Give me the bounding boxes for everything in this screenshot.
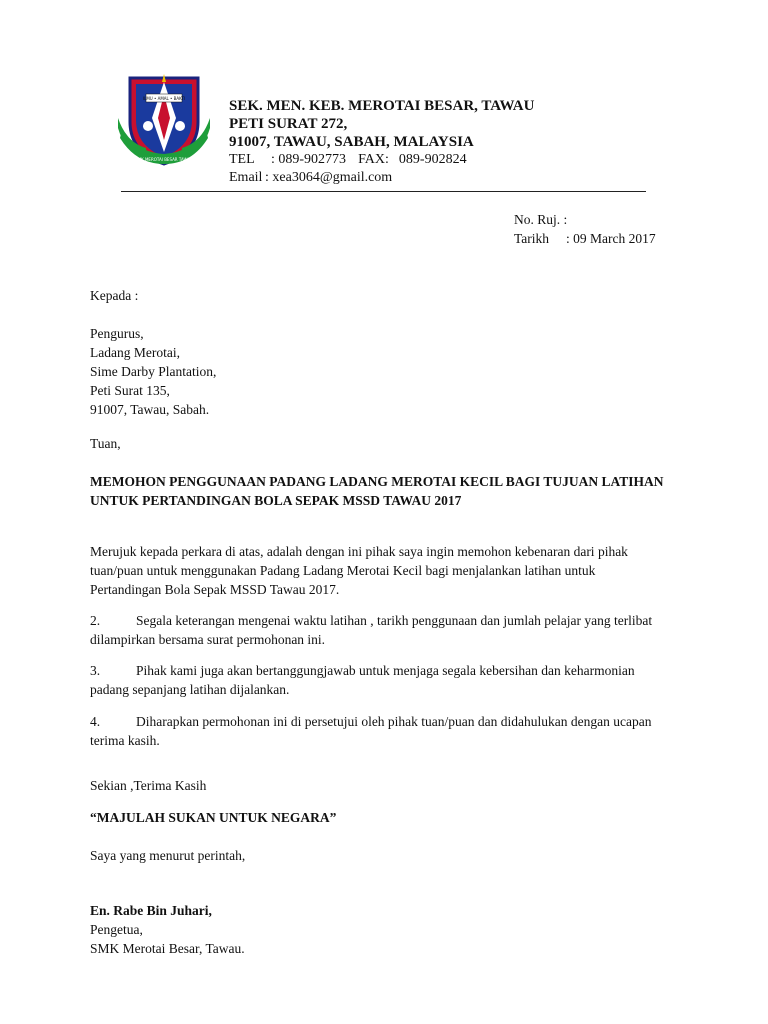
ref-no-label: No. Ruj. :: [514, 212, 568, 227]
subject-line: MEMOHON PENGGUNAAN PADANG LADANG MEROTAI KECIL BAGI TUJUAN LATIHAN: [90, 474, 664, 489]
tel-label: TEL: [229, 152, 255, 167]
contact-tel-fax: [229, 152, 467, 168]
closing-sekian: Sekian ,Terima Kasih: [90, 778, 207, 793]
school-address-1: PETI SURAT 272,: [229, 116, 348, 132]
signer-name: En. Rabe Bin Juhari,: [90, 903, 212, 918]
paragraph-text: Pihak kami juga akan bertanggungjawab untuk menjaga segala kebersihan dan keharmonian: [136, 663, 635, 678]
paragraph-text: Diharapkan permohonan ini di persetujui oleh pihak tuan/puan dan didahulukan dengan ucapan: [136, 714, 652, 729]
body-line: tuan/puan untuk menggunakan Padang Ladang Merotai Kecil bagi menjalankan latihan untuk: [90, 563, 596, 578]
school-name: SEK. MEN. KEB. MEROTAI BESAR, TAWAU: [229, 98, 535, 114]
email-value: : xea3064@gmail.com: [265, 170, 393, 185]
contact-email: [229, 170, 392, 186]
subject-line: UNTUK PERTANDINGAN BOLA SEPAK MSSD TAWAU 2017: [90, 493, 462, 508]
signer-org: SMK Merotai Besar, Tawau.: [90, 941, 245, 956]
logo-name-text: SMK MEROTAI BESAR TAWAU: [135, 157, 193, 162]
signer-title: Pengetua,: [90, 922, 143, 937]
salutation: Tuan,: [90, 436, 121, 451]
recipient-line: Pengurus,: [90, 326, 144, 341]
body-line: terima kasih.: [90, 733, 160, 748]
recipient-line: Sime Darby Plantation,: [90, 364, 217, 379]
date-value: : 09 March 2017: [566, 231, 656, 246]
school-logo: [116, 72, 212, 168]
recipient-line: Peti Surat 135,: [90, 383, 170, 398]
tel-value: : 089-902773: [271, 152, 347, 167]
body-line: [90, 611, 652, 630]
ref-date: [514, 229, 656, 248]
body-line: padang sepanjang latihan dijalankan.: [90, 682, 290, 697]
body-line: Pertandingan Bola Sepak MSSD Tawau 2017.: [90, 582, 340, 597]
body-line: [90, 712, 651, 731]
school-address-2: 91007, TAWAU, SABAH, MALAYSIA: [229, 134, 474, 150]
fax-value: 089-902824: [398, 152, 467, 167]
paragraph-number: 2.: [90, 613, 101, 628]
recipient-line: 91007, Tawau, Sabah.: [90, 402, 210, 417]
paragraph-text: Segala keterangan mengenai waktu latihan , tarikh penggunaan dan jumlah pelajar yang terlibat: [136, 613, 653, 628]
body-line: Merujuk kepada perkara di atas, adalah dengan ini pihak saya ingin memohon kebenaran dari pihak: [90, 544, 628, 559]
closing-saya: Saya yang menurut perintah,: [90, 848, 246, 863]
kepada-label: Kepada :: [90, 288, 139, 303]
paragraph-number: 4.: [90, 714, 101, 729]
fax-label: FAX:: [358, 152, 389, 167]
logo-motto-text: ILMU • AMAL • BAKTI: [142, 96, 186, 101]
header-divider: [121, 191, 646, 192]
email-label: Email: [229, 170, 263, 185]
body-line: [90, 661, 635, 680]
date-label: Tarikh: [514, 231, 550, 246]
closing-motto: “MAJULAH SUKAN UNTUK NEGARA”: [90, 810, 337, 825]
body-line: dilampirkan bersama surat permohonan ini.: [90, 632, 326, 647]
recipient-line: Ladang Merotai,: [90, 345, 180, 360]
paragraph-number: 3.: [90, 663, 101, 678]
